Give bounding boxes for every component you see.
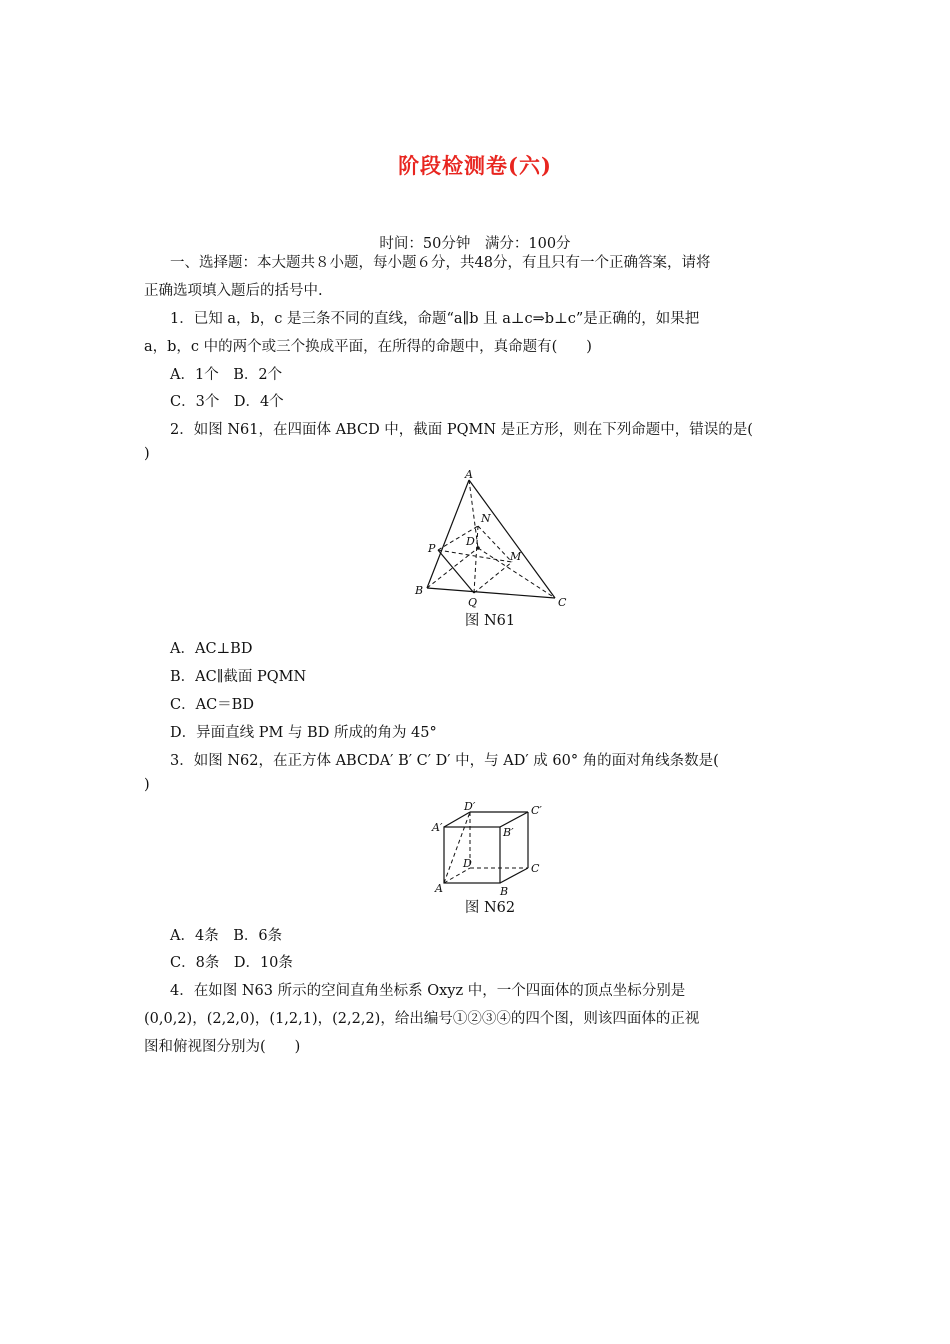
q1-options-cd: C．3个 D．4个 bbox=[170, 394, 284, 410]
label-C-prime: C′ bbox=[531, 804, 542, 817]
q3-options-cd: C．8条 D．10条 bbox=[170, 955, 293, 971]
q4-stem-line3: 图和俯视图分别为( ) bbox=[144, 1039, 301, 1055]
q2-option-d: D．异面直线 PM 与 BD 所成的角为 45° bbox=[170, 725, 437, 741]
label-M: M bbox=[510, 550, 522, 563]
label-C: C bbox=[531, 862, 540, 875]
label-N: N bbox=[481, 512, 491, 525]
cube-figure bbox=[430, 800, 555, 898]
figure-caption-n61: 图 N61 bbox=[464, 613, 516, 629]
label-C: C bbox=[558, 596, 567, 609]
label-A-prime: A′ bbox=[432, 821, 443, 834]
q1-stem-line1: 1．已知 a，b，c 是三条不同的直线，命题“a∥b 且 a⊥c⇒b⊥c”是正确的，如果把 bbox=[170, 311, 700, 327]
label-A: A bbox=[465, 468, 473, 481]
q3-options-ab: A．4条 B．6条 bbox=[170, 928, 283, 944]
page-title: 阶段检测卷(六) bbox=[398, 153, 552, 178]
label-B: B bbox=[500, 885, 509, 898]
q2-option-b: B．AC∥截面 PQMN bbox=[170, 669, 307, 685]
figure-caption-n62: 图 N62 bbox=[464, 900, 516, 916]
label-B: B bbox=[415, 584, 424, 597]
label-B-prime: B′ bbox=[503, 826, 514, 839]
section-instructions-line1: 一、选择题：本大题共８小题，每小题６分，共48分，有且只有一个正确答案，请将 bbox=[170, 255, 711, 271]
q2-option-a: A．AC⊥BD bbox=[170, 641, 253, 657]
q4-stem-line1: 4．在如图 N63 所示的空间直角坐标系 Oxyz 中，一个四面体的顶点坐标分别是 bbox=[170, 983, 686, 999]
q2-stem-line2: ) bbox=[144, 446, 150, 462]
q3-stem-line1: 3．如图 N62，在正方体 ABCDA′ B′ C′ D′ 中，与 AD′ 成 60° 角的面对角线条数是( bbox=[170, 753, 719, 769]
q2-stem-line1: 2．如图 N61，在四面体 ABCD 中，截面 PQMN 是正方形，则在下列命题中，错误的是( bbox=[170, 422, 753, 438]
label-D-prime: D′ bbox=[464, 800, 476, 813]
q1-stem-line2: a，b，c 中的两个或三个换成平面，在所得的命题中，真命题有( ) bbox=[144, 339, 592, 355]
label-A: A bbox=[435, 882, 443, 895]
q3-stem-line2: ) bbox=[144, 777, 150, 793]
exam-meta: 时间：50分钟 满分：100分 bbox=[379, 236, 571, 252]
q2-option-c: C．AC＝BD bbox=[170, 697, 254, 713]
label-Q: Q bbox=[468, 596, 478, 609]
label-D: D bbox=[463, 857, 472, 870]
section-instructions-line2: 正确选项填入题后的括号中. bbox=[144, 283, 323, 299]
q1-options-ab: A．1个 B．2个 bbox=[170, 367, 283, 383]
q4-stem-line2: (0,0,2)，(2,2,0)，(1,2,1)，(2,2,2)，给出编号①②③④的四个图，则该四面体的正视 bbox=[144, 1011, 700, 1027]
label-D: D bbox=[466, 535, 475, 548]
tetrahedron-figure bbox=[410, 468, 580, 610]
label-P: P bbox=[428, 542, 436, 555]
